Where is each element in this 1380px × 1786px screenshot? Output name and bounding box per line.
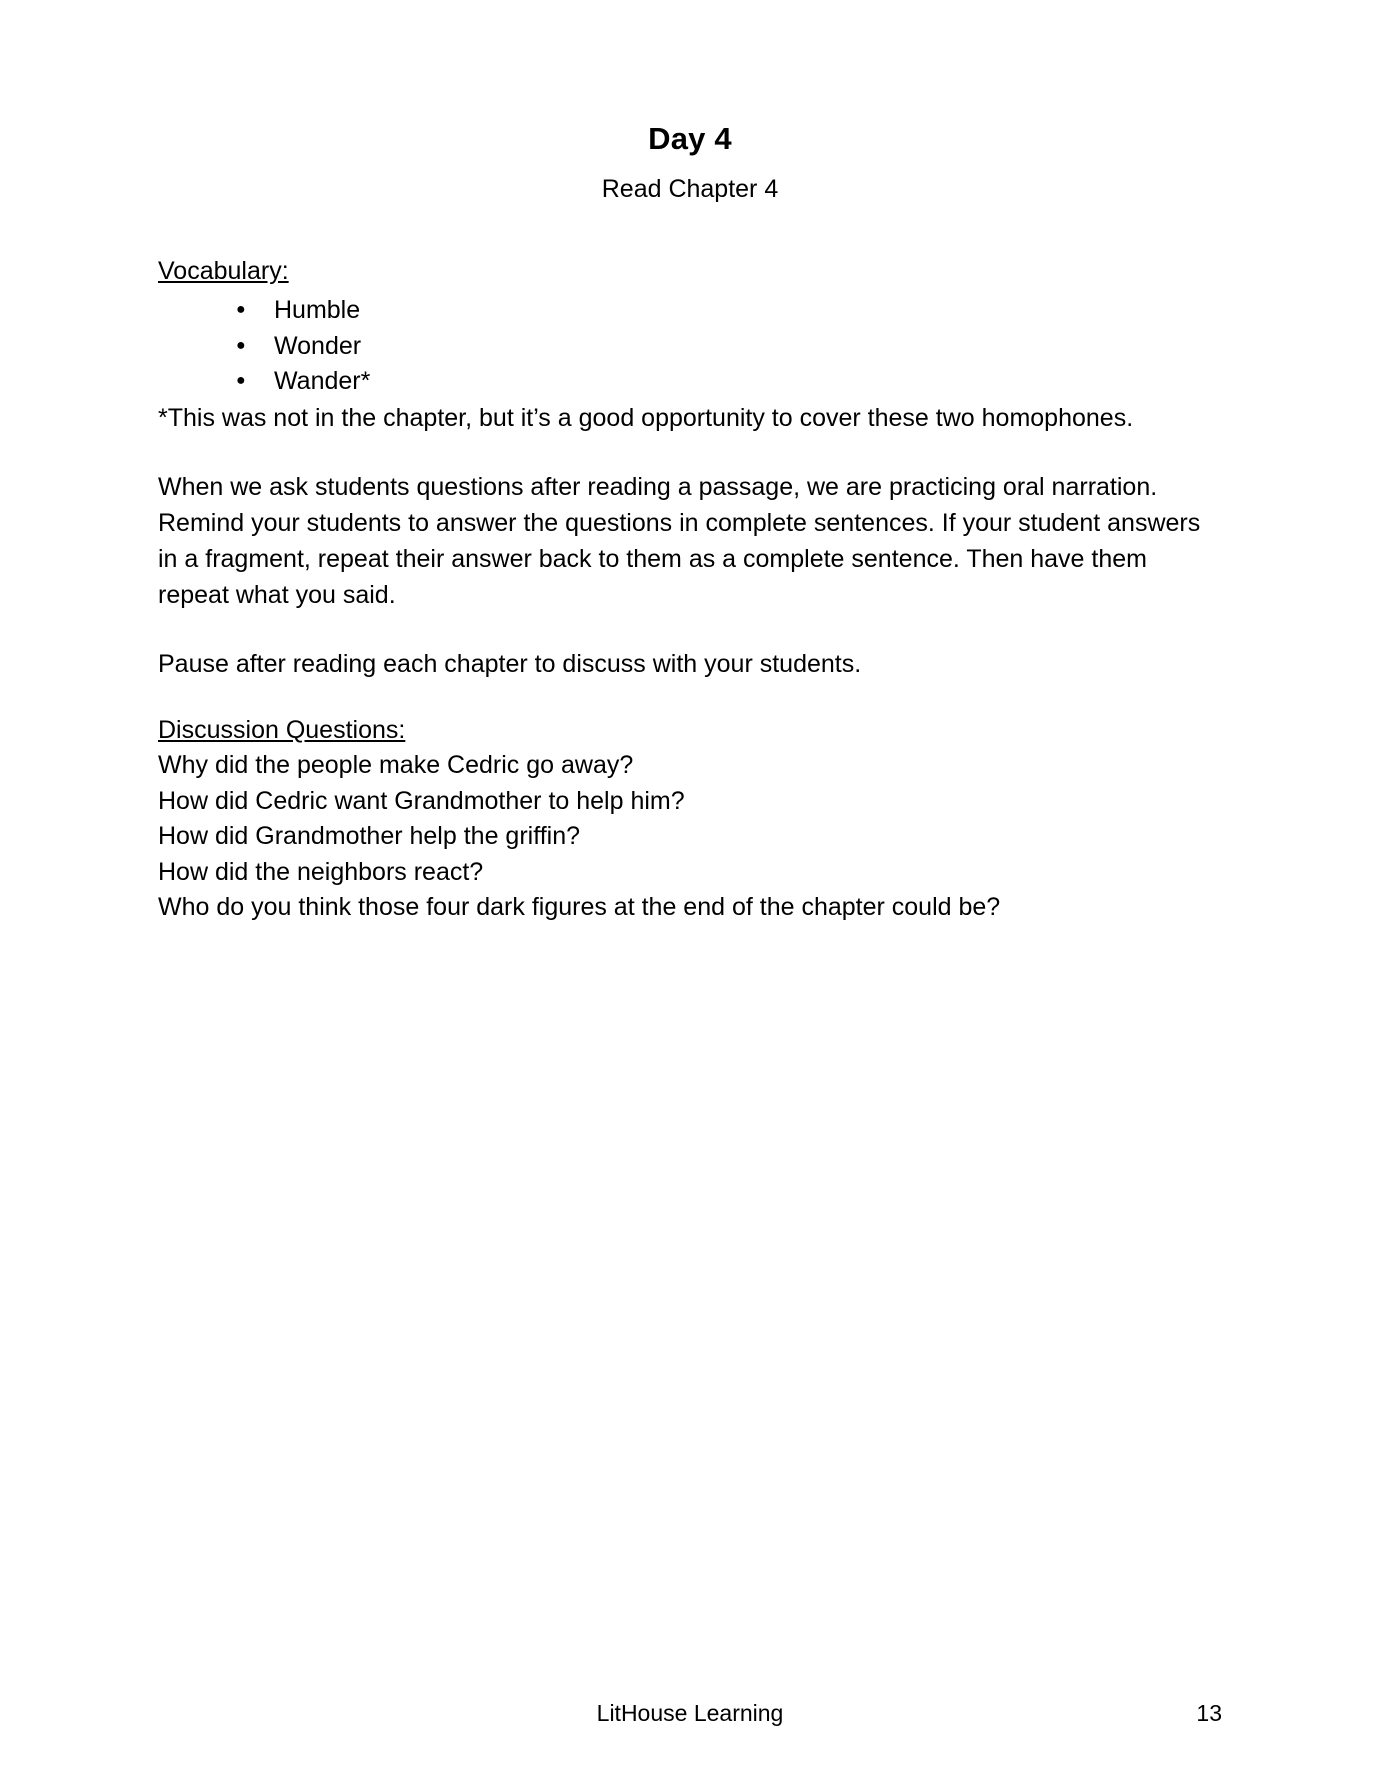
list-item: ● Humble: [236, 293, 1222, 329]
discussion-section: [158, 713, 1222, 926]
narration-paragraph: When we ask students questions after reading a passage, we are practicing oral narration. Remind your students to answer the questions in complete sentences. If your student answers in a fragment, repeat their answer back to them as a complete sentence. Then have them repeat what you said.: [158, 472, 1201, 609]
vocabulary-list: [158, 293, 1222, 400]
list-item: ● Wonder: [236, 329, 1222, 365]
footer-brand: LitHouse Learning: [596, 1700, 784, 1726]
list-item: ● Wander*: [236, 364, 1222, 400]
page-subtitle: Read Chapter 4: [601, 174, 779, 203]
footer-page-number: 13: [1196, 1700, 1222, 1726]
page-content: [158, 118, 1222, 926]
pause-paragraph: Pause after reading each chapter to discuss with your students.: [158, 649, 862, 678]
discussion-question: How did Grandmother help the griffin?: [158, 822, 580, 851]
page-title: Day 4: [648, 121, 732, 156]
discussion-question: How did the neighbors react?: [158, 857, 484, 886]
vocabulary-footnote: *This was not in the chapter, but it’s a good opportunity to cover these two homophones.: [158, 403, 1134, 432]
discussion-questions-heading: Discussion Questions:: [158, 715, 406, 744]
vocabulary-heading: Vocabulary:: [158, 256, 289, 285]
discussion-question: Who do you think those four dark figures at the end of the chapter could be?: [158, 893, 1001, 922]
discussion-question: Why did the people make Cedric go away?: [158, 751, 634, 780]
page-footer: [158, 1698, 1222, 1728]
discussion-question: How did Cedric want Grandmother to help him?: [158, 786, 685, 815]
